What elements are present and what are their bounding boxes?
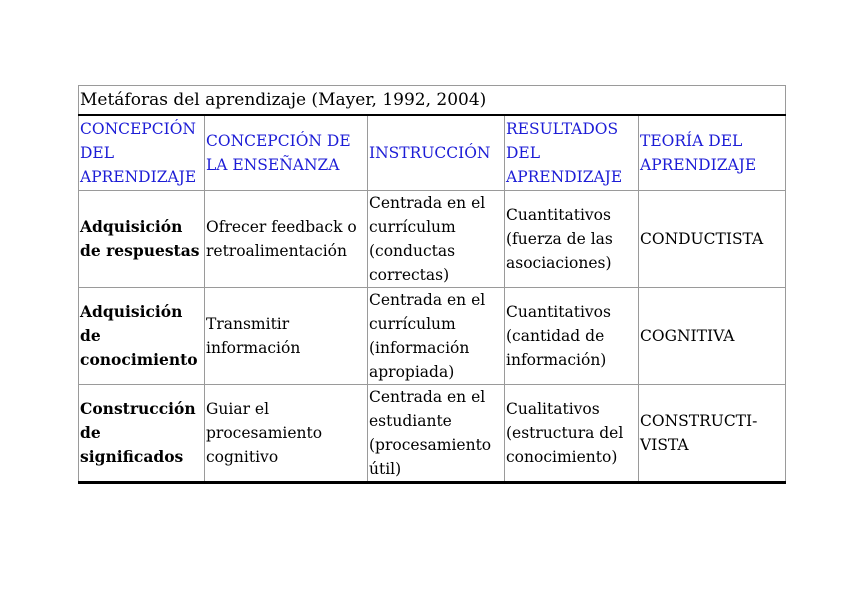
table-cell: Cuantitativos (cantidad de información) [505, 288, 639, 385]
header-row [79, 115, 786, 191]
table-cell: Centrada en el currículum (información apropiada) [368, 288, 505, 385]
table-cell: CONSTRUCTI-VISTA [639, 385, 786, 483]
metaphors-table [78, 85, 786, 484]
table-row [79, 191, 786, 288]
table-cell: Transmitir información [205, 288, 368, 385]
table-cell: Cualitativos (estructura del conocimiento) [505, 385, 639, 483]
row-head: Construcción de significados [79, 385, 205, 483]
table-caption: Metáforas del aprendizaje (Mayer, 1992, 2004) [79, 86, 786, 116]
header-teoria: TEORÍA DEL APRENDIZAJE [639, 115, 786, 191]
metaphors-table-container [78, 85, 785, 484]
table-cell: Centrada en el currículum (conductas correctas) [368, 191, 505, 288]
row-head: Adquisición de conocimiento [79, 288, 205, 385]
row-head: Adquisición de respuestas [79, 191, 205, 288]
table-cell: Centrada en el estudiante (procesamiento útil) [368, 385, 505, 483]
header-resultados: RESULTADOS DEL APRENDIZAJE [505, 115, 639, 191]
header-instruccion: INSTRUCCIÓN [368, 115, 505, 191]
header-concepcion-ensenanza: CONCEPCIÓN DE LA ENSEÑANZA [205, 115, 368, 191]
table-cell: Ofrecer feedback o retroalimentación [205, 191, 368, 288]
table-row [79, 288, 786, 385]
table-cell: CONDUCTISTA [639, 191, 786, 288]
table-row [79, 385, 786, 483]
table-cell: COGNITIVA [639, 288, 786, 385]
table-cell: Cuantitativos (fuerza de las asociaciones) [505, 191, 639, 288]
table-cell: Guiar el procesamiento cognitivo [205, 385, 368, 483]
header-concepcion-aprendizaje: CONCEPCIÓN DEL APRENDIZAJE [79, 115, 205, 191]
